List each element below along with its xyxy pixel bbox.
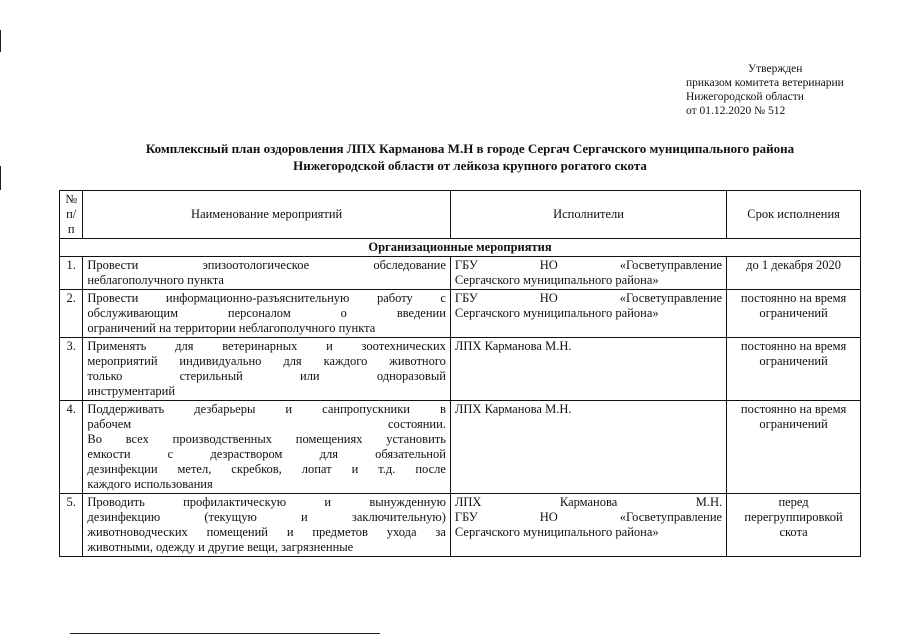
- row-activity: [83, 338, 451, 401]
- scan-bottom-line: [70, 633, 380, 634]
- row-executors: [450, 290, 726, 338]
- section-row: [60, 239, 861, 257]
- row-term: [727, 401, 861, 494]
- row-term: [727, 290, 861, 338]
- activity-line: дезинфекции метел, скребков, лопат и т.д. после: [87, 462, 446, 476]
- row-number: 5.: [60, 494, 83, 557]
- activity-line: рабочем состоянии.: [87, 417, 446, 431]
- row-number: 1.: [60, 257, 83, 290]
- row-executors: [450, 401, 726, 494]
- scan-edge-mark: [0, 166, 1, 190]
- row-executors: [450, 338, 726, 401]
- term-line: постоянно на время: [740, 291, 847, 305]
- table-row: [60, 290, 861, 338]
- row-executors: [450, 494, 726, 557]
- executor-line: ГБУ НО «Госветуправление: [454, 258, 723, 272]
- title-line-2: Нижегородской области от лейкоза крупного рогатого скота: [293, 158, 647, 173]
- activity-line: каждого использования: [87, 477, 213, 491]
- term-line: перегруппировкой: [744, 510, 843, 524]
- activity-line: ограничений на территории неблагополучного пункта: [87, 321, 376, 335]
- section-title: Организационные мероприятия: [60, 239, 861, 257]
- approval-line-3: Нижегородской области: [686, 91, 804, 103]
- activity-line: дезинфекцию (текущую и заключительную): [87, 510, 446, 524]
- table-row: [60, 494, 861, 557]
- executor-line: ЛПХ Карманова М.Н.: [454, 495, 723, 509]
- term-line: постоянно на время: [740, 402, 847, 416]
- row-activity: [83, 290, 451, 338]
- executor-line: ЛПХ Карманова М.Н.: [454, 339, 572, 353]
- header-executors: Исполнители: [450, 191, 726, 239]
- row-number: 4.: [60, 401, 83, 494]
- approval-stamp: [686, 62, 896, 118]
- term-line: ограничений: [759, 417, 828, 431]
- activity-line: Поддерживать дезбарьеры и санпропускники в: [87, 402, 446, 416]
- approval-line-2: приказом комитета ветеринарии: [686, 77, 844, 89]
- plan-table: [59, 190, 861, 557]
- term-line: скота: [779, 525, 808, 539]
- activity-line: Применять для ветеринарных и зоотехнических: [87, 339, 446, 353]
- activity-line: Во всех производственных помещениях установить: [87, 432, 446, 446]
- activity-line: мероприятий индивидуально для каждого животного: [87, 354, 446, 368]
- activity-line: Проводить профилактическую и вынужденную: [87, 495, 446, 509]
- table-row: [60, 401, 861, 494]
- row-executors: [450, 257, 726, 290]
- executor-line: Сергачского муниципального района»: [454, 525, 659, 539]
- term-line: ограничений: [759, 306, 828, 320]
- activity-line: животноводческих помещений и предметов ухода за: [87, 525, 446, 539]
- row-activity: [83, 494, 451, 557]
- header-term: Срок исполнения: [727, 191, 861, 239]
- term-line: ограничений: [759, 354, 828, 368]
- row-number: 3.: [60, 338, 83, 401]
- row-term: [727, 338, 861, 401]
- executor-line: ЛПХ Карманова М.Н.: [454, 402, 572, 416]
- scan-edge-mark: [0, 30, 1, 52]
- row-activity: [83, 401, 451, 494]
- activity-line: емкости с дезраствором для обязательной: [87, 447, 446, 461]
- header-num: № п/п: [60, 191, 83, 239]
- activity-line: Провести информационно-разъяснительную работу с: [87, 291, 446, 305]
- term-line: перед: [778, 495, 809, 509]
- approval-line-1: Утвержден: [748, 63, 803, 75]
- title-line-1: Комплексный план оздоровления ЛПХ Карманова М.Н в городе Сергач Сергачского муниципального района: [145, 141, 795, 156]
- table-header-row: [60, 191, 861, 239]
- term-line: постоянно на время: [740, 339, 847, 353]
- executor-line: Сергачского муниципального района»: [454, 306, 659, 320]
- row-number: 2.: [60, 290, 83, 338]
- executor-line: ГБУ НО «Госветуправление: [454, 510, 723, 524]
- approval-line-4: от 01.12.2020 № 512: [686, 105, 786, 117]
- row-term: [727, 257, 861, 290]
- activity-line: только стерильный или одноразовый: [87, 369, 446, 383]
- activity-line: инструментарий: [87, 384, 176, 398]
- header-activity: Наименование мероприятий: [83, 191, 451, 239]
- executor-line: ГБУ НО «Госветуправление: [454, 291, 723, 305]
- activity-line: неблагополучного пункта: [87, 273, 224, 287]
- table-row: [60, 338, 861, 401]
- row-activity: [83, 257, 451, 290]
- executor-line: Сергачского муниципального района»: [454, 273, 659, 287]
- activity-line: Провести эпизоотологическое обследование: [87, 258, 446, 272]
- row-term: [727, 494, 861, 557]
- term-line: до 1 декабря 2020: [746, 258, 842, 272]
- activity-line: животными, одежду и другие вещи, загрязненные: [87, 540, 354, 554]
- document-title: [40, 140, 900, 174]
- table-row: [60, 257, 861, 290]
- activity-line: обслуживающим персоналом о введении: [87, 306, 446, 320]
